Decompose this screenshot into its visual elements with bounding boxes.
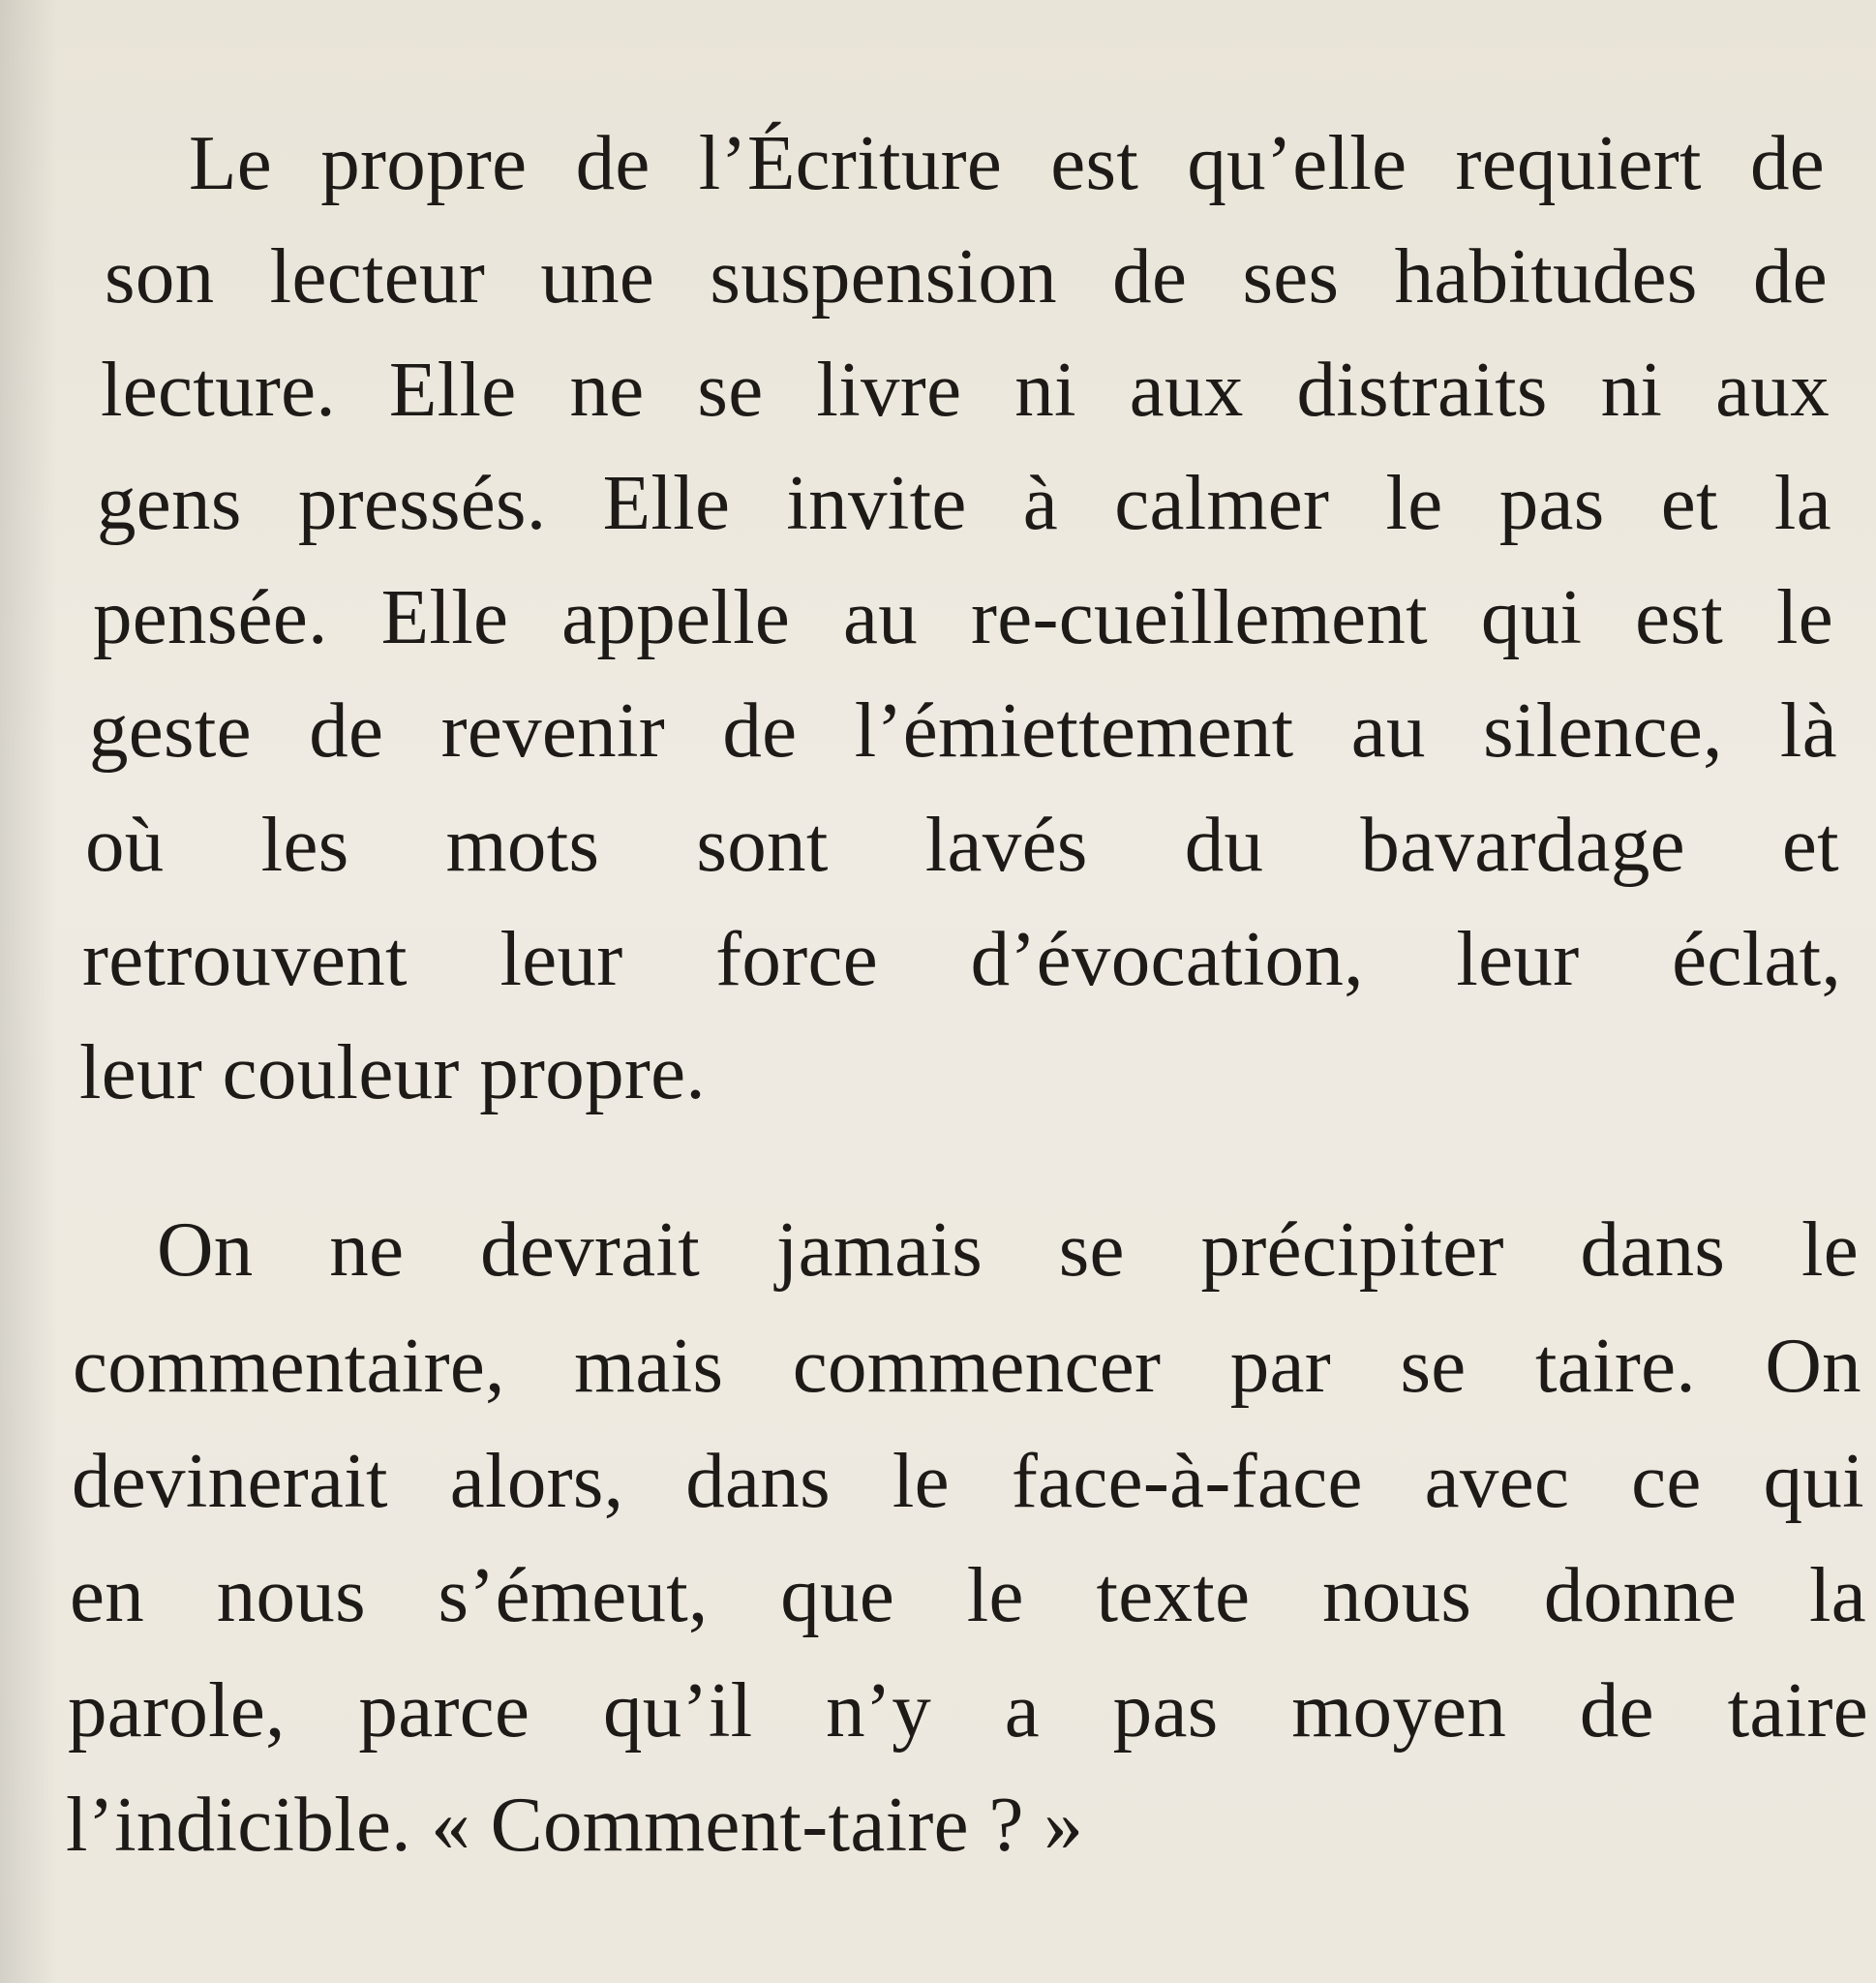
paragraph-1-line-1: Le propre de l’Écriture est qu’elle requiert de	[189, 119, 1825, 206]
paragraph-2-line-1: On ne devrait jamais se précipiter dans le	[157, 1205, 1859, 1293]
paragraph-1-line-8: retrouvent leur force d’évocation, leur éclat,	[82, 915, 1841, 1002]
paragraph-1-line-6: geste de revenir de l’émiettement au silence, là	[89, 686, 1837, 774]
paragraph-1-line-9: leur couleur propre.	[79, 1028, 706, 1115]
paragraph-1-line-2: son lecteur une suspension de ses habitudes de	[105, 232, 1828, 320]
paragraph-1-line-4: gens pressés. Elle invite à calmer le pas et la	[97, 459, 1831, 546]
paragraph-2-line-4: en nous s’émeut, que le texte nous donne la	[70, 1551, 1866, 1638]
paragraph-1-line-7: où les mots sont lavés du bavardage et	[85, 801, 1839, 888]
paragraph-2-line-5: parole, parce qu’il n’y a pas moyen de taire	[68, 1666, 1868, 1754]
paragraph-2-line-3: devinerait alors, dans le face-à-face avec ce qui	[72, 1437, 1864, 1524]
paragraph-1-line-3: lecture. Elle ne se livre ni aux distraits ni aux	[101, 346, 1830, 433]
paragraph-2-line-6: l’indicible. « Comment-taire ? »	[66, 1781, 1084, 1868]
paragraph-2-line-2: commentaire, mais commencer par se taire. On	[73, 1322, 1861, 1409]
paragraph-1-line-5: pensée. Elle appelle au re-cueillement qui est le	[93, 573, 1833, 660]
